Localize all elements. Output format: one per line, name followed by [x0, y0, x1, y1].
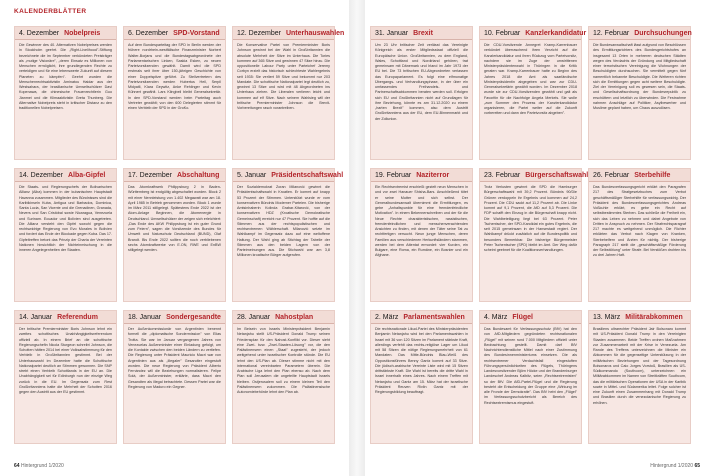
card-header: [15, 27, 116, 40]
card-topic: Nobelpreis: [64, 30, 101, 37]
card-topic: Durchsuchungen: [634, 30, 692, 37]
right-folio: [650, 463, 700, 469]
card-topic: Brexit: [413, 30, 433, 37]
calendar-card: [588, 26, 691, 160]
calendar-card: [14, 310, 117, 444]
card-text: Das Bundesverfassungsgericht erklärt den Paragrafen 217 des Strafgesetzbuches zum Verbot geschäftsmäßiger Sterbehilfe für verfassungswidrig. Der Präsident des Bundesverfassungsgerichtes Andreas Voßkuhle erklärt, es gebe ein Recht auf selbstbestimmtes Sterben. Das schließe die Freiheit ein, sich das Leben zu nehmen und dabei Angebote von Dritten in Anspruch zu nehmen. Der Strafrechtsparagraf 217 machte es weitgehend unmöglich. Die Richter erklärten das Verbot nach Klagen von Kranken, Sterbehelfern und Ärzten für nichtig. Der bisherige Paragraph 217 stellt die „geschäftsmäßige Förderung der Selbsttötung" unter Strafe. Bei Verstößen drohten bis zu drei Jahren Haft.: [593, 185, 686, 258]
card-header: [589, 169, 690, 182]
page-number: 64: [14, 463, 20, 469]
card-topic: Referendum: [57, 314, 98, 321]
card-header: [233, 169, 344, 182]
card-header: [371, 27, 472, 40]
issue-label: Hintergrund 1/2020: [20, 463, 64, 469]
card-date: 26. Februar: [593, 172, 630, 179]
card-header: [15, 169, 116, 182]
card-header: [124, 27, 225, 40]
calendar-card: [232, 26, 345, 160]
page-number: 65: [694, 463, 700, 469]
card-text: Um 23 Uhr britischer Zeit verlässt das Vereinigte Königreich als erster Mitgliedsstaat offiziell die Europäische Union. Großbritannien, zu dem England, Wales, Schottland und Nordirland gehören, trat gemeinsam mit Dänemark und Irland im Jahr 1973 der EU bei. Die 73 britischen EU-Abgeordneten verlassen das Europaparlament. Es folgt eine elfmonatige Übergangs- und Verhandlungsphase, in der über ein umfassendes Freihandels- und Partnerschaftsabkommen beraten werden soll. Erfolgen sich EU und Großbritannien nicht auf Grundlagen für ihre Beziehung, könnte es am 31.12.2020 zu einem „harten Brexit" kommen, also dem Austritt Großbritanniens aus der EU, dem EU-Binnenmarkt und der Zollunion.: [375, 43, 468, 121]
card-topic: SPD-Vorstand: [173, 30, 220, 37]
card-date: 14. Januar: [19, 314, 53, 321]
card-text: Das Atomkraftwerk Philippsburg 2 in Baden-Württemberg ist endgültig abgeschaltet worden. Block 2 mit einer Nennleistung von 1.402 Megawatt war am 18. April 1985 in Betrieb genommen worden. Block 1 wurde im März 2011 stillgelegt. Spätestens Ende 2022 ist der Atom-Anlage Beginnen, die Atomenergie in Deutschland. Umweltschützer der zeigen sich erleichtert: „Das Ende des AKW Philippsburg ist ein guter Grund zum Feiern", sagen die Vorsitzende des Bundes für Umwelt und Naturschutz Deutschland (BUND), Olaf Brandt. Bis Ende 2022 sollten die noch verbliebenen sechs Atomkraftwerke von E.ON, RWE und EnBW stillgelegt werden.: [128, 185, 221, 252]
card-topic: Sondergesandte: [166, 314, 221, 321]
card-date: 31. Januar: [375, 30, 409, 37]
card-header: [589, 311, 690, 324]
calendar-card: [123, 310, 226, 444]
calendar-card: [479, 310, 582, 444]
card-header: [124, 311, 225, 324]
card-text: Die Gewinner des 40. Alternativen Nobelpreises werden in Stockholm geehrt. Die „Right-Livelihood"-Stiftung bezeichnete die im September verkündeten Preisträger als „mutige Visionäre", „deren Einsatz es Millionen von Menschen ermöglicht, ihre grundlegenden Rechte zu verteidigen und für eine lebenswerte Zukunft auf diesem Planeten zu kämpfen". Geehrt wurden die Menschenrechtsaktivistin Aminatou Haidar aus der Westsahara, der brasilianische Umweltschützer Davi Kopenawa, die chinesische Frauenrechtlerin Guo Jianmei und die Klimaaktivistin Greta Thunberg. Die Alternative Nobelpreis steht in kritischer Distanz zu den traditionellen Nobelpreisen.: [19, 43, 112, 110]
calendar-card: [123, 26, 226, 160]
card-topic: Unterhauswahlen: [285, 30, 345, 37]
card-header: [233, 27, 345, 40]
card-text: Auf dem Bundesparteitag der SPD in Berlin werden der frühere nordrhein-westfälische Finanzminister Norbert Walter-Borjans und die Bundestagsabgeordnete der Parlamentarischen Linken, Saskia Esken, zu neuen Parteivorsitzenden gewählt. Damit wird die SPD erstmals seit ihrer über 150-jährigen Geschichte von einer Doppelspitze geführt. Zu Stellvertretern des Parteivorsitzenden werden Hubertus Heil, Serpil Midyatli, Klara Geywitz, Anke Rehlinger und Kevin Kühnert gewählt. Lars Klingbeil bleibt Generalsekretär. In den SPD-Vorstand werden beim Parteitag auch Vertreter gewählt; von den 600 Delegierten stimmt für einen Verbleib der SPD in der GroKo.: [128, 43, 221, 110]
card-header: [589, 27, 690, 40]
card-date: 4. Dezember: [19, 30, 60, 37]
card-text: Im Beisein von Israels Ministerpräsident Benjamin Netanjahu stellt US-Präsident Donald Trump seinen Friedensplan für den Nahost-Konflikt vor. Dieser sieht eine Zwei- bzw. „Zwei-Staaten-Lösung" vor, die den Palästinensern einen „Staat" zugesteht, der jedoch weitgehend unter israelischer Kontrolle stünde. Die EU lehnt den US-Plan ab. Dieser stimme nicht mit den international vereinbarten Parametern überein. Die Arabische Liga lehnt den Plan ebenso ab. Nach dem Plan soll Jerusalem die ungeteilte Hauptstadt Israels bleiben. Ostjerusalem soll zu einem kleinen Teil den Palästinensern zukommen. Die Palästinensische Autonomiebehörde lehnt den Plan ab.: [237, 327, 330, 394]
card-date: 5. Januar: [237, 172, 267, 179]
card-text: Brasiliens ultrarechter Präsident Jair Bolsonaro kommt mit US-Präsident Donald Trump in den Vereinigten Staaten zusammen. Beide Treffen ordnen Maßnahmen zur Zusammenarbeit mit der Krise in Venezuela. Am Rande des Treffens unterzeichnen die Minister ein Abkommen für die gegenseitige Unterstützung in der militärischen Beziehungen und der Tagesordnung Bolsonaros und Caio Jorges Vorstoß, Brasilien als US-Südkommando (Southcom), unterzeichnen ein Militärabkommen im Namen von Streitkräften Southcom, das die militärischen Operationen der USA in der Karibik sowie in Mittel- und Südamerika leitet. Folge solcher ist eine Zukunft einen Zusammenhang mit Donald Trump und Brasilien durch die venezolanische Regierung zu erhöhen.: [593, 327, 686, 405]
calendar-card: [588, 310, 691, 444]
card-header: [371, 311, 472, 324]
card-topic: Abschaltung: [176, 172, 220, 179]
calendar-card: [14, 168, 117, 302]
section-heading: KALENDERBLÄTTER: [14, 8, 87, 15]
card-text: Die CDU-Vorsitzende Annegret Kramp-Karrenbauer verkündet überraschend ihren Verzicht auf die Kanzlerkandidatur und ihren Rückzug vom Parteivorsitz, nachdem sie im Zuge der umstrittenen Ministerpräsidentenwahl in Thüringen in die Kritik geraten war. Kramp-Karrenbauer hatte zu Beginn des Jahres 2018 die Amt als saarländische Ministerpräsidentin abgegeben und war zur CDU-Generalsekretärin gewählt worden. Im Dezember 2018 wurde sie zur CDU-Vorsitzenden gewählt und galt als Favoritin für die Nachfolge Angela Merkels. Sie wolle „zum Sommer den Prozess der Kanzlerkandidatur organisieren, die Partei weiter auf die Zukunft vorbereiten und dann den Parteivorsitz abgeben".: [484, 43, 577, 116]
card-date: 13. März: [593, 314, 621, 321]
left-page: [0, 0, 349, 476]
card-header: [480, 27, 587, 40]
card-text: Ein Rechtsextremist erschießt gezielt neun Menschen in und vor zwei Hanauer Shisha-Bars. Anschließend tötet er seine Mutter und sich selbst. Der Generalbundesanwalt übernimmt die Ermittlungen, es gebe „Anhaltspunkte für eine fremdenfeindliche Motivation". In einem Bekennerschreiben und der für die Neue Rechte charakteristischen, rassistischen, fremdenfeindlichen und menschenverachtenden Ansichten zu finden, mit denen der Täter seine Tat zu rechtfertigen versucht. Neun junge Menschen, deren Familien aus verschiedenen Herkunftsländern stammen, werden bei dem Attentat ermordet: vier Kurden, ein Bulgare, eine Roma, ein Rumäne, ein Bosnier und ein Afghane.: [375, 185, 468, 258]
calendar-card: [370, 310, 473, 444]
card-date: 12. Februar: [593, 30, 630, 37]
card-date: 10. Februar: [484, 30, 521, 37]
card-header: [233, 311, 334, 324]
card-date: 28. Januar: [237, 314, 271, 321]
card-date: 19. Februar: [375, 172, 412, 179]
card-date: 17. Dezember: [128, 172, 172, 179]
card-text: Die Bundesanwaltschaft lässt aufgrund von Beschlüssen des Ermittlungsrichters des Bundesgerichtshofes an insgesamt 13 Orten in mehreren deutschen Städten wegen des Verdachts der Gründung und Mitgliedschaft einer terroristischen Vereinigung die Wohnungen der Beschuldigten durchsuchen. Sie vermittelt gegen fünf namentlich bekannte Beschuldigte. Die Weiteren richten sich die Ermittlungen gegen acht weitere Beschuldigte. Ziel der Vereinigung soll es gewesen sein, die Staats- und Gesellschaftsordnung der Bundesrepublik zu erschüttern und letztlich zu überwinden. Die Festnahme nahmen Anschläge auf Politiker, Asylbewerber und Muslime geplant haben, um Chaos auszulösen.: [593, 43, 686, 110]
card-topic: Militärabkommen: [625, 314, 683, 321]
card-topic: Bürgerschaftswahl: [525, 172, 589, 179]
card-date: 23. Februar: [484, 172, 521, 179]
left-folio: [14, 463, 64, 469]
calendar-card: [479, 168, 589, 302]
card-text: Trotz Verlusten gewinnt die SPD die Hamburger Bürgerschaftswahl mit 39,2 Prozent. Bündnis 90/Die Grünen verdoppeln ihr Ergebnis und kommen auf 24,2 Prozent. Die CDU sackt auf 11,2 Prozent ab. Die Linke kommt auf 9,1 Prozent, die AfD auf 5,3 Prozent. Die FDP schafft den Einzug in die Bürgerschaft knapp nicht. Die Wahlbeteiligung liegt bei 63 Prozent. Peter Tschentscher, der SPD-Kandidat ein gutes Ergebnis, die seit 2015 gemeinsam in der Hansestadt regiert. Der Wahlkampf drückt zusätzlich auf die Bundespolitik und besonders Bemerkbar. Die bisherige Bürgermeister Peter Tschentscher (SPD) bleibt im Amt. Der Weg dafür scheint geebnet für die Koalitionsverhandlungen.: [484, 185, 577, 252]
card-date: 2. März: [375, 314, 399, 321]
calendar-card: [232, 168, 344, 302]
card-topic: Naziterror: [416, 172, 450, 179]
card-date: 6. Dezember: [128, 30, 169, 37]
card-topic: Nahostplan: [275, 314, 314, 321]
card-text: Die Konservative Partei von Premierminister Boris Johnson gewinnt bei der Wahl in Großbritannien die absolute Mehrheit der Sitze im Unterhaus. Die Tories kommen auf 365 Sitze und gewinnen 47 Sitze hinzu. Die oppositionelle Labour Party unter Parteichef Jeremy Corbyn erzielt das historisch schlechteste Wahlergebnis seit 1935: Sie verliert 59 Sitze und bekommt nur 203 Mandate. Die schottische Nationalpartei legt deutlich zu, gewinnt 13 Sitze und wird mit 48 Abgeordneten ins Unterhaus ziehen. Die Liberalen verlieren leicht und kommen auf elf Sitze. Nach seinem Wahlsieg will der britische Premierminister Johnson die Brexit-Vorbereitungen rasch vorantreiben.: [237, 43, 330, 110]
calendar-card: [370, 168, 473, 302]
card-date: 18. Januar: [128, 314, 162, 321]
card-text: Der britische Premierminister Boris Johnson lehnt ein zweites schottisches Unabhängigkeitsreferendum offiziell ab. In einem Brief an die schottische Regierungschefin Nicola Sturgeon schreibt Johnson, die Schotten hätten 2014 bei einer Volksabstimmung für den Verbleib in Großbritannien gestimmt. Bei der Unterhauswahl im Dezember hatte die Schottische Nationalpartei deutlich an Stimmen gewonnen. Die SNP strebt einen Verbleib Schottlands in der EU an. Die Unabhängigkeit sei für Edinburgh nun der einzige Weg zurück in die EU. Im Gegensatz zum Rest Großbritanniens hatte die Mehrheit der Schotten 2016 gegen den Austritt aus der EU gestimmt.: [19, 327, 112, 394]
issue-label: Hintergrund 1/2020: [650, 463, 694, 469]
right-page: [365, 0, 714, 476]
card-text: Das Bundesamt für Verfassungsschutz (BfV) hat den von AfD-Mitgliedern gegründeten rechtsnationalen „Flügel" mit seinen rund 7.000 Mitgliedern offiziell unter Beobachtung gestellt. Damit darf BfV Nachrichtendienstliche Mittel nach einer Zustimmung des Bundesinnenministeriums einsetzen. Die als rechtsextremer Verdachtsfall eingestuften Führungspersönlichkeiten des Flügels, Thüringens Landesvorsitzender Björn Höcke und der Brandenburger Landeschef Andreas Kalbitz, seien „Rechtsextremisten" so der BfV. Die AfD-Partei-Flügel und die Regierung besteht die Entscheidung der Gruppe eine „Wirkung im alle Fronde der Demokratie". Das BfV hebt den „Flügel" im Verfassungsschutzbericht als Bereich des Rechtsextremismus eingestuft.: [484, 327, 577, 405]
card-date: 4. März: [484, 314, 508, 321]
calendar-card: [370, 26, 473, 160]
card-topic: Sterbehilfe: [634, 172, 671, 179]
card-text: Die rechtsnationale Likud-Partei des Ministerpräsidenten Benjamin Netanjahu wird bei den Parlamentswahlen in Israel mit 36 von 120 Sitzen im Parlament stärkste Kraft, allerdings verfehlt das rechts-religiöse Lager um Likud mit 58 Sitzen die nötige Regierungsmehrheit von 61 Mandaten. Das Mitte-Bündnis Blau-Weiß des Oppositionsführers Benny Gantz kommt auf 33 Sitze. Die jüdisch-arabische Vereinte Liste wird mit 15 Sitzen drittstärkste Kraft. Die Wahl ist bereits die dritte Wahl in Israel innerhalb eines Jahres. Nach einem Treffen mit Netanjahu und Gantz am 15. März hat der israelische Präsident Reuven Rivlin Gantz mit der Regierungsbildung beauftragt.: [375, 327, 468, 394]
card-text: Der Außenkommissionär von Argentinien benennt formell die „diplomatische Sondermission" von Elias Trotta. Sie war im Januar vergangenen Jahres von Venezuelas Außenminister einer Einladung gefolgt, um die Kontakte zwischen den beiden Ländern zu vertiefen. Die Regierung unter Präsident Mauricio Macri war von Argentinien aus als „illegaler" Gesandter eingestuft worden. Die neue Regierung von Präsident Alberto Fernández will die Beziehungen normalisieren. Felipe Solá, der Außenminister, erklärte, dass Macri den Gesandten als illegal betrachtete. Dessen Partei war die Regierung von Maduro ein Gegner.: [128, 327, 221, 389]
calendar-card: [14, 26, 117, 160]
card-header: [480, 169, 589, 182]
card-topic: Präsidentschaftswahl: [271, 172, 344, 179]
card-topic: Alba-Gipfel: [67, 172, 106, 179]
card-header: [480, 311, 581, 324]
page-gutter: [349, 0, 365, 476]
calendar-card: [123, 168, 226, 302]
calendar-card: [479, 26, 587, 160]
card-date: 12. Dezember: [237, 30, 281, 37]
card-header: [371, 169, 472, 182]
calendar-card: [588, 168, 691, 302]
card-header: [15, 311, 116, 324]
card-text: Die Staats- und Regierungschefs der Bolivarischen Allianz (Alba) kommen in der kubanischen Hauptstadt Havanna zusammen. Mitglieder des Bündnisses sind die Karibikinseln Kuba, Antigua und Barbados, Dominica, Santa Lucia, San Vicente und die Grenadinen, Granada, Nevers und San Cristóbal sowie Nicaragua, Venezuela und Surinam. Ecuador und Bolivien sind ausgetreten. Die Allianz versteht den Gipfel sowohl gegen die rechtswidrige Regierung von Evo Morales in Bolivien und fordert das Ende der Blockade gegen Kuba. Das 17. Gipfeltreffen betont das Prinzip der Charta der Vereinten Nationen hinsichtlich der Nichteinmischung in die inneren Angelegenheiten der Staaten.: [19, 185, 112, 252]
card-date: 14. Dezember: [19, 172, 63, 179]
card-topic: Flügel: [512, 314, 533, 321]
card-topic: Parlamentswahlen: [403, 314, 465, 321]
card-header: [124, 169, 225, 182]
card-topic: Kanzlerkandidatur: [525, 30, 587, 37]
calendar-card: [232, 310, 335, 444]
card-text: Der Sozialdemokrat Zoran Milanović gewinnt die Präsidentschaftswahl in Kroatien. Er kommt auf knapp 53 Prozent der Stimmen. Unterstützt wurde er vom konservativen Bündnis Moderner Parteien. Die bisherige Amtsinhaberin Kolinda Grabar-Kitarović, von der konservativen HDZ (Kroatische Demokratische Gemeinschaft) erreicht nur 47 Prozent. Sie hoffte auf die Stimmen aus der rechtspopulistischen und rechtsextremen Wählerschaft. Milanović setzte im Wahlkampf im Gegensatz dazu auf eine weltoffene Haltung. Der Wahl ging ab Stichtag der Tabelle der Stimmen aus den beiden Lagern von der Parteimeinungen aus. Die Stichwahl war am 3,8 Millionen kroatische Bürger aufgerufen.: [237, 185, 330, 258]
